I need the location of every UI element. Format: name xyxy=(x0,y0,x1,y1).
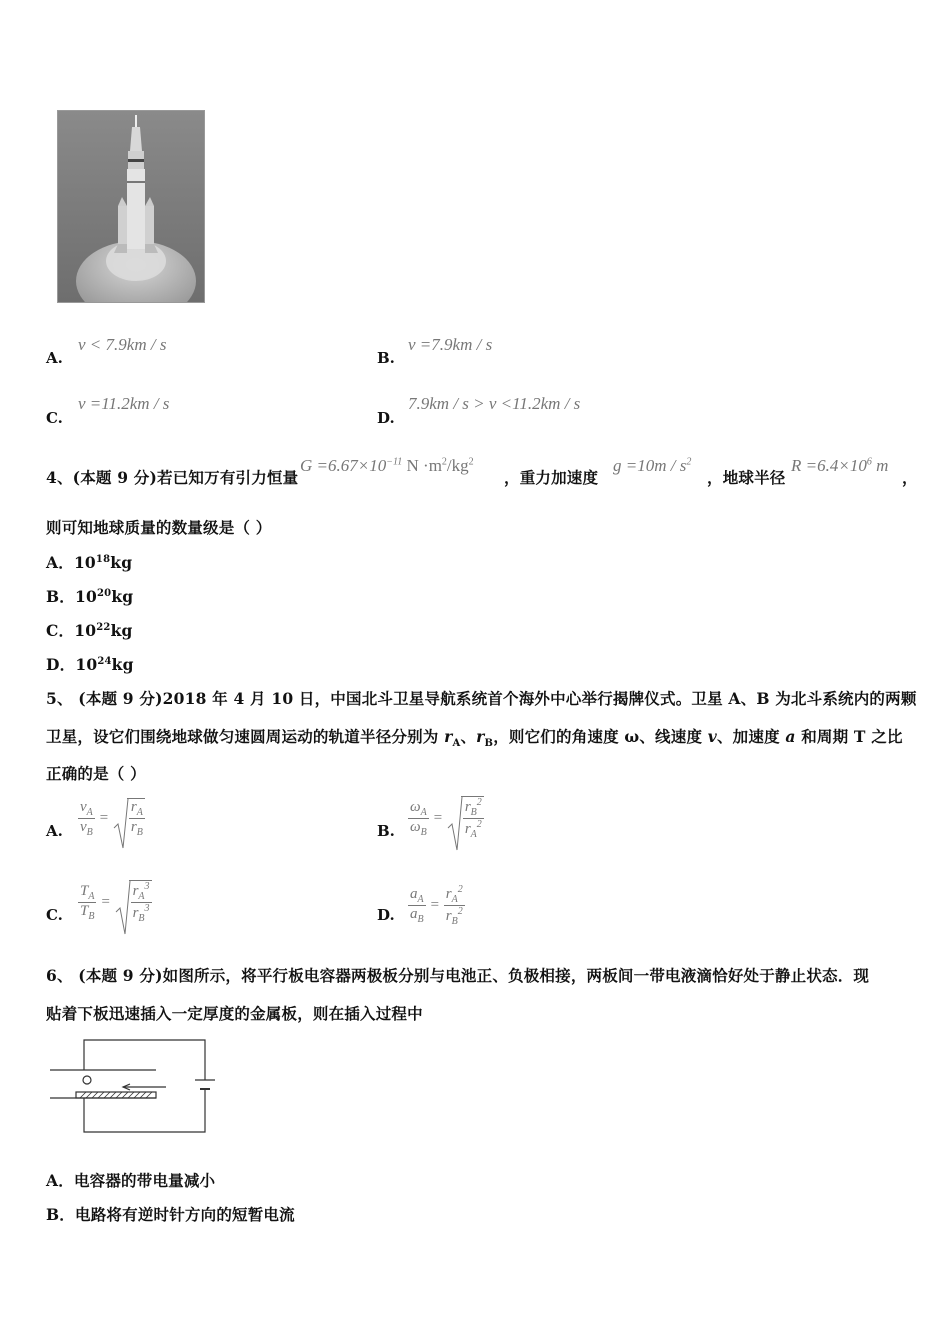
q3-option-a-expr: v < 7.9km / s xyxy=(78,335,167,354)
q3-option-a-label: A. xyxy=(46,349,63,367)
q4-R-exp: 6 xyxy=(866,456,872,468)
q4-g-constant: $G =6.67\times 10^{-11}$ $N \cdot m^2/kg^2$ xyxy=(300,456,474,475)
q3-option-b-label: B. xyxy=(377,349,395,367)
q5-stem-line2: 卫星，设它们围绕地球做匀速圆周运动的轨道半径分别为 $r_A$、$r_B$，则它们的角速度 ω、线速度 v、加速度 a 和周期 T 之比 xyxy=(46,727,903,750)
q3-option-b-expr: v =7.9km / s xyxy=(408,335,493,354)
q6-option-b: B．电路将有逆时针方向的短暂电流 xyxy=(46,1205,295,1224)
q4-g-expr: g =10m / s xyxy=(613,456,687,475)
q5-option-a-label: A. xyxy=(46,822,63,840)
q4-G-exp: −11 xyxy=(386,456,403,468)
q4-stem-line1 xyxy=(46,466,298,488)
q4-option-c: C．$10^{22}kg$ xyxy=(46,621,133,640)
q5-option-d-label: D. xyxy=(377,906,395,924)
q4-G-unit: N ·m xyxy=(406,456,442,475)
q4-gravity: $g =10m / s^2$ xyxy=(613,456,692,475)
q4-option-a: A．$10^{18}kg$ xyxy=(46,553,133,572)
q4-stem-part2: ，重力加速度 xyxy=(504,468,599,487)
q5-option-b-label: B. xyxy=(377,822,395,840)
q4-R-expr: R =6.4×10 xyxy=(791,456,867,475)
q3-option-c-expr: v =11.2km / s xyxy=(78,394,170,413)
rocket-photo xyxy=(57,110,205,303)
q5-option-c-label: C. xyxy=(46,906,63,924)
q5-option-c-formula: $\frac{T_A}{T_B}$ = $\frac{r_A^3}{r_B^3}$ xyxy=(78,880,152,924)
q4-option-d: D．$10^{24}kg$ xyxy=(46,655,134,674)
q4-option-b: B．$10^{20}kg$ xyxy=(46,587,134,606)
q6-stem-line1: 6、 (本题 9 分)如图所示，将平行板电容器两极板分别与电池正、负极相接，两板间一带电液滴恰好处于静止状态．现 xyxy=(46,966,870,985)
q4-stem-part1: 4、(本题 9 分)若已知万有引力恒量 xyxy=(46,468,299,487)
q3-option-c-label: C. xyxy=(46,409,63,427)
q4-R-unit: m xyxy=(876,456,889,475)
q3-option-d-label: D. xyxy=(377,409,395,427)
q5-option-a-formula: $\frac{v_A}{v_B}$ = $\frac{r_A}{r_B}$ xyxy=(78,798,145,838)
q4-G-expr: G =6.67×10 xyxy=(300,456,387,475)
q4-G-unit2: /kg xyxy=(446,456,469,475)
q4-stem-end: ， xyxy=(902,468,918,487)
q5-stem-line1: 5、 (本题 9 分)2018 年 4 月 10 日，中国北斗卫星导航系统首个海外中心举行揭牌仪式。卫星 A、B 为北斗系统内的两颗 xyxy=(46,689,917,708)
q5-stem-line3: 正确的是（ ） xyxy=(46,764,146,783)
q4-stem-part3: ，地球半径 xyxy=(707,468,786,487)
q4-radius xyxy=(791,456,888,476)
q6-option-a: A．电容器的带电量减小 xyxy=(46,1171,216,1190)
q6-stem-line2: 贴着下板迅速插入一定厚度的金属板，则在插入过程中 xyxy=(46,1004,423,1023)
q4-stem-line2: 则可知地球质量的数量级是（ ） xyxy=(46,518,272,537)
q3-option-d-expr: 7.9km / s > v <11.2km / s xyxy=(408,394,581,413)
q5-option-d-formula: $\frac{a_A}{a_B}$ = $\frac{r_A^2}{r_B^2}$ xyxy=(410,884,463,927)
capacitor-circuit-diagram xyxy=(46,1036,221,1136)
q5-option-b-formula: $\frac{\omega_A}{\omega_B}$ = $\frac{r_B^2}{r_A^2}$ xyxy=(408,796,484,840)
